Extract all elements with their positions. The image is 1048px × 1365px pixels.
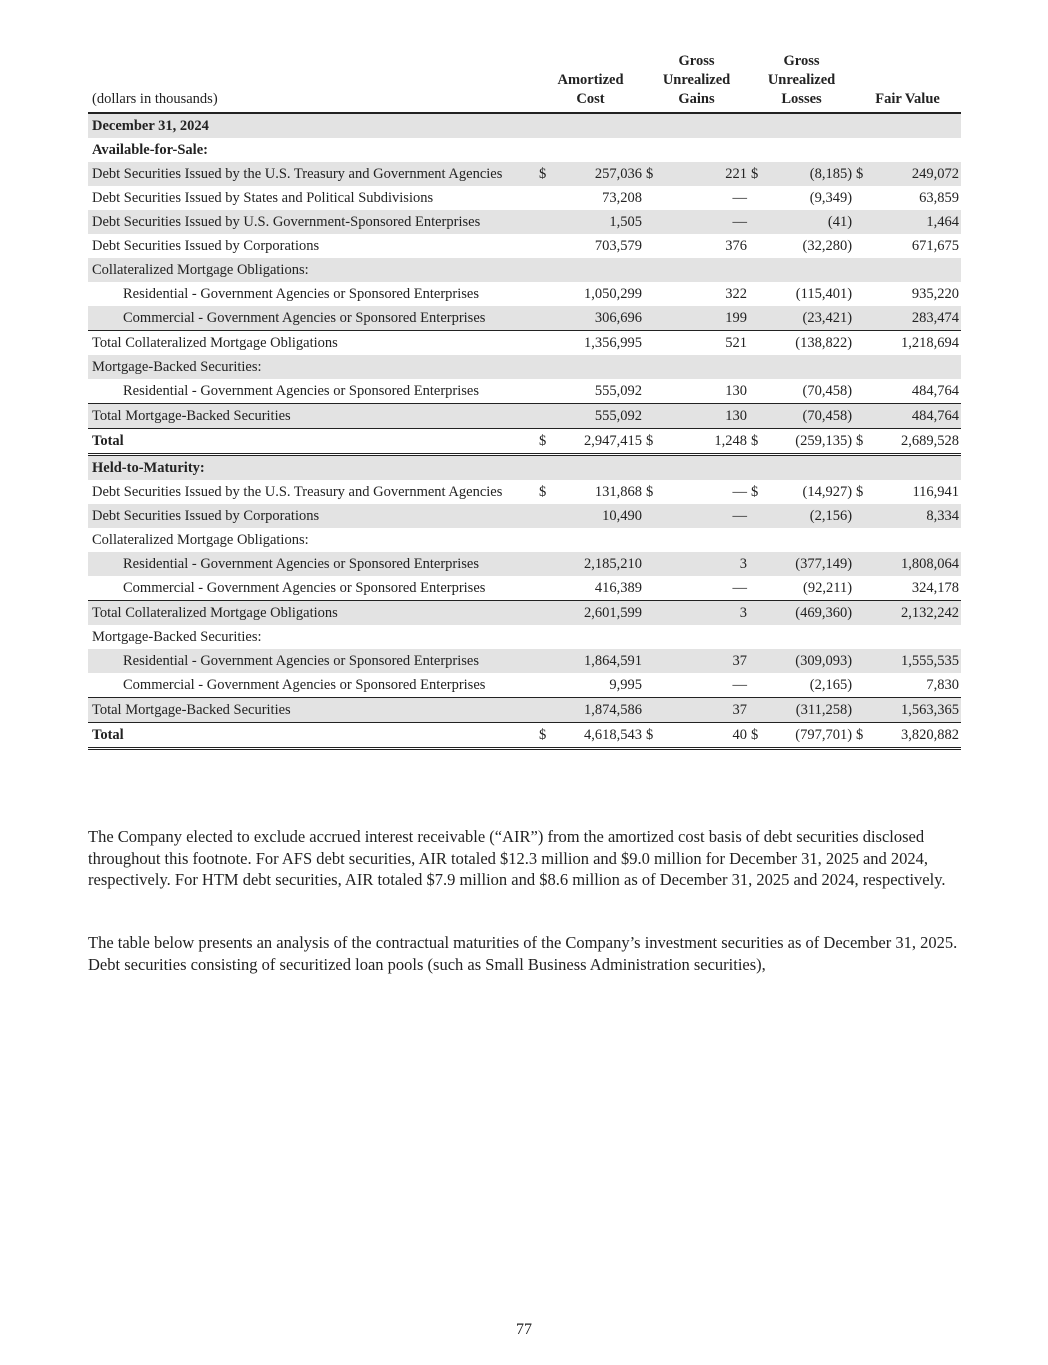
table-row: Debt Securities Issued by the U.S. Treasury and Government Agencies $ 131,868 $ — $ (14,927) $ 116,941 xyxy=(92,484,960,500)
table-row: Residential - Government Agencies or Sponsored Enterprises 1,864,591 37 (309,093) 1,555,535 xyxy=(88,649,961,673)
table-row: Total Mortgage-Backed Securities 555,092 130 (70,458) 484,764 xyxy=(88,404,961,429)
table-row: Commercial - Government Agencies or Sponsored Enterprises 9,995 — (2,165) 7,830 xyxy=(123,677,960,693)
table-row: Total Collateralized Mortgage Obligations 2,601,599 3 (469,360) 2,132,242 xyxy=(88,601,961,626)
table-row: Residential - Government Agencies or Sponsored Enterprises 2,185,210 3 (377,149) 1,808,064 xyxy=(88,552,961,576)
table-row: Debt Securities Issued by U.S. Government-Sponsored Enterprises 1,505 — (41) 1,464 xyxy=(88,210,961,234)
header-amortized-cost: Amortized Cost xyxy=(557,72,624,107)
table-row: Debt Securities Issued by Corporations 10,490 — (2,156) 8,334 xyxy=(88,504,961,528)
htm-section-row xyxy=(88,455,961,481)
table-row: Debt Securities Issued by Corporations 703,579 376 (32,280) 671,675 xyxy=(92,238,960,254)
maturity-intro-paragraph: The table below presents an analysis of the contractual maturities of the Company’s investment securities as of December 31, 2025. Debt securities consisting of securitized loan pools (such as Small Business Administration securities), xyxy=(88,933,958,974)
air-note-paragraph: The Company elected to exclude accrued interest receivable (“AIR”) from the amortized cost basis of debt securities disclosed throughout this footnote. For AFS debt securities, AIR totaled $12.3 million and $9.0 million for December 31, 2025 and 2024, respectively. For HTM debt securities, AIR totaled $7.9 million and $8.6 million as of December 31, 2025 and 2024, respectively. xyxy=(88,827,946,889)
table-header-row xyxy=(88,50,961,113)
securities-table-container xyxy=(88,50,961,750)
table-row: Residential - Government Agencies or Sponsored Enterprises 555,092 130 (70,458) 484,764 xyxy=(123,383,960,399)
table-row: Collateralized Mortgage Obligations: xyxy=(88,258,961,282)
afs-section-row xyxy=(88,138,961,162)
table-row: Total Collateralized Mortgage Obligations 1,356,995 521 (138,822) 1,218,694 xyxy=(88,331,961,356)
table-row: Commercial - Government Agencies or Sponsored Enterprises 306,696 199 (23,421) 283,474 xyxy=(88,306,961,331)
table-body xyxy=(88,113,961,749)
afs-section-label: Available-for-Sale: xyxy=(92,142,208,158)
htm-section-label: Held-to-Maturity: xyxy=(88,455,961,481)
table-row: Debt Securities Issued by the U.S. Treasury and Government Agencies $ 257,036 $ 221 $ (8,185) $ 249,072 xyxy=(88,162,961,186)
header-fair-value: Fair Value xyxy=(875,91,940,107)
header-gross-unrealized-gains: Gross Unrealized Gains xyxy=(662,53,731,107)
afs-total-row: Total $ 2,947,415 $ 1,248 $ (259,135) $ 2,689,528 xyxy=(88,429,961,455)
table-row: Mortgage-Backed Securities: xyxy=(88,355,961,379)
htm-total-row: Total $ 4,618,543 $ 40 $ (797,701) $ 3,820,882 xyxy=(88,723,961,749)
table-row: Residential - Government Agencies or Sponsored Enterprises 1,050,299 322 (115,401) 935,220 xyxy=(123,286,960,302)
securities-table xyxy=(88,50,961,750)
table-row: Mortgage-Backed Securities: xyxy=(92,629,262,645)
header-gross-unrealized-losses: Gross Unrealized Losses xyxy=(767,53,836,107)
table-row: Total Mortgage-Backed Securities 1,874,586 37 (311,258) 1,563,365 xyxy=(88,698,961,723)
table-row: Collateralized Mortgage Obligations: xyxy=(92,532,309,548)
units-label: (dollars in thousands) xyxy=(92,91,218,107)
period-label: December 31, 2024 xyxy=(88,113,961,138)
table-row: Debt Securities Issued by States and Political Subdivisions 73,208 — (9,349) 63,859 xyxy=(92,190,960,206)
period-row xyxy=(88,113,961,138)
table-row: Commercial - Government Agencies or Sponsored Enterprises 416,389 — (92,211) 324,178 xyxy=(123,580,960,596)
page-number: 77 xyxy=(516,1321,532,1338)
